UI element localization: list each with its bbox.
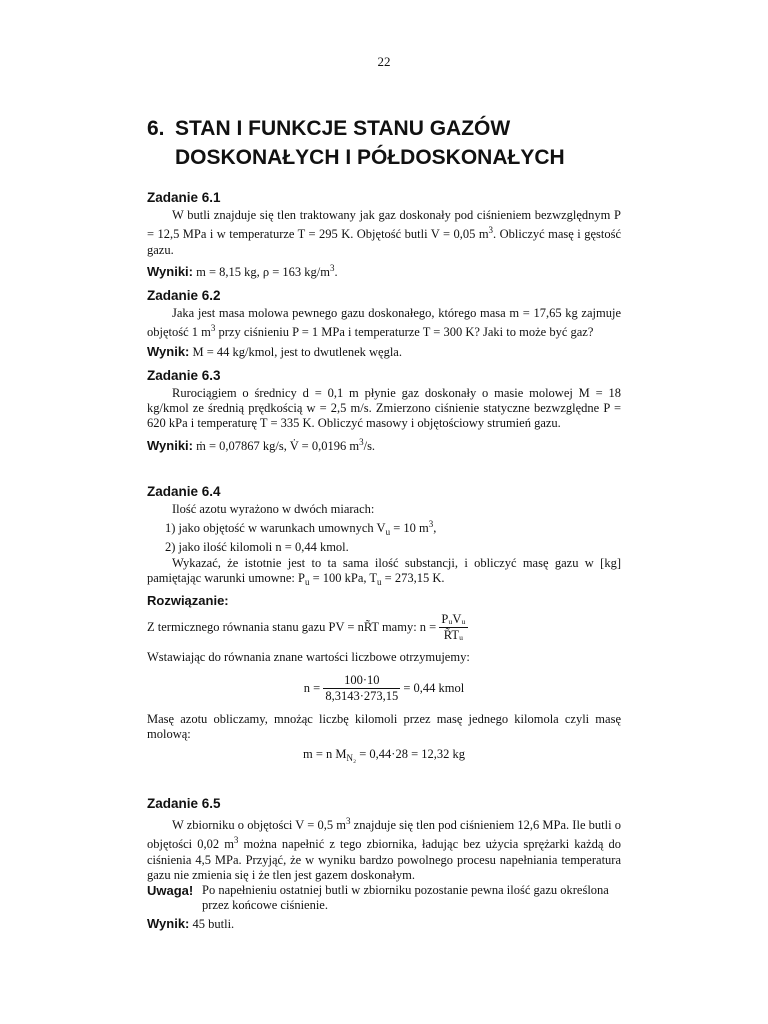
chapter-title [147,114,565,172]
result-line: Wyniki: ṁ = 0,07867 kg/s, V̇ = 0,0196 $m^3/s$. [147,436,376,453]
section-zadanie-6-3 [147,368,621,454]
equation-1: Z termicznego równania stanu gazu PV = nR̃T mamy: n = $\frac{\text{PᵤVᵤ}}{\text{R̃Tᵤ}}$ [147,612,466,643]
note-label: Uwaga! [147,882,194,898]
text-line: Wstawiając do równania znane wartości liczbowe otrzymujemy: [147,649,470,664]
task-text: Wykazać, że istotnie jest to ta sama ilość substancji, i obliczyć masę gazu w [kg] pamiętając warunki umowne: $P_u = 100$ kPa, $T_u = 273,15$ K. [147,555,621,587]
chapter-number: 6. [147,117,165,140]
intro-text: Ilość azotu wyrażono w dwóch miarach: [172,502,375,517]
result-label: Wynik: [147,343,190,359]
equation-3: m = n $M_{N_2} = 0,44\cdot 28 = 12,32$ kg [302,746,466,763]
page-number: 22 [377,54,391,69]
note [147,883,621,913]
chapter-title-line2: DOSKONAŁYCH I PÓŁDOSKONAŁYCH [175,146,565,169]
result-label: Wyniki: [147,437,193,453]
text-line: Masę azotu obliczamy, mnożąc liczbę kilomoli przez masę jednego kilomola czyli masę molową: [147,712,621,742]
result-line: Wyniki: m = 8,15 kg, ρ = 163 $kg/m^3$. [147,262,338,279]
problem-text: Jaka jest masa molowa pewnego gazu doskonałego, którego masa m = 17,65 kg zajmuje objętość 1 $m^3$ przy ciśnieniu P = 1 MPa i temperaturze T = 300 K? Jaki to może być gaz? [147,306,621,340]
section-zadanie-6-2 [147,288,621,360]
section-heading: Zadanie 6.2 [147,288,221,304]
page-content [147,190,621,941]
list-item: 1) jako objętość w warunkach umownych $V_u = 10$ $m^3$, [165,519,437,538]
result-label: Wynik: [147,916,190,932]
section-zadanie-6-5 [147,796,621,933]
chapter-title-line1: STAN I FUNKCJE STANU GAZÓW [175,117,511,140]
result-label: Wyniki: [147,263,193,279]
section-heading: Zadanie 6.4 [147,483,221,499]
equation-2: n = $\frac{100\cdot 10}{8,3143\cdot 273,15}$ = 0,44 kmol [303,672,465,704]
section-heading: Zadanie 6.3 [147,367,221,383]
problem-text: W butli znajduje się tlen traktowany jak gaz doskonały pod ciśnieniem bezwzględnym P = 12,5 MPa i w temperaturze T = 295 K. Objętość butli V = 0,05 $m^3$. Obliczyć masę i gęstość gazu. [147,208,621,257]
fraction: $\frac{\text{PᵤVᵤ}}{\text{R̃Tᵤ}}$ [441,612,466,643]
result-line: Wynik: M = 44 kg/kmol, jest to dwutlenek węgla. [147,343,402,359]
section-zadanie-6-1 [147,190,621,280]
list-item: 2) jako ilość kilomoli n = 0,44 kmol. [165,540,349,555]
section-heading: Zadanie 6.1 [147,190,221,205]
problem-text: Rurociągiem o średnicy d = 0,1 m płynie gaz doskonały o masie molowej M = 18 kg/kmol ze średnią prędkością w = 2,5 m/s. Zmierzono ciśnienie statyczne bezwzględne P = 620 kPa i temperaturę T = 335 K. Obliczyć masowy i objętościowy strumień gazu. [147,386,621,431]
section-zadanie-6-4 [147,484,621,766]
problem-text: W zbiorniku o objętości V = 0,5 $m^3$ znajduje się tlen pod ciśnieniem 12,6 MPa. Ile butli o objętości 0,02 $m^3$ można napełnić z tego zbiornika, ładując bez użycia sprężarki każdą do ciśnienia 4,5 MPa. Przyjąć, że w wyniku bardzo powolnego procesu napełniania temperatura gazu nie zmienia się i że tlen jest gazem doskonałym. [147,816,622,882]
solution-label: Rozwiązanie: [147,593,229,609]
result-line: Wynik: 45 butli. [147,916,235,932]
fraction: $\frac{100\cdot 10}{8,3143\cdot 273,15}$ [325,672,399,704]
note-text: Po napełnieniu ostatniej butli w zbiorniku pozostanie pewna ilość gazu określona przez końcowe ciśnienie. [202,882,609,913]
section-heading: Zadanie 6.5 [147,795,221,811]
